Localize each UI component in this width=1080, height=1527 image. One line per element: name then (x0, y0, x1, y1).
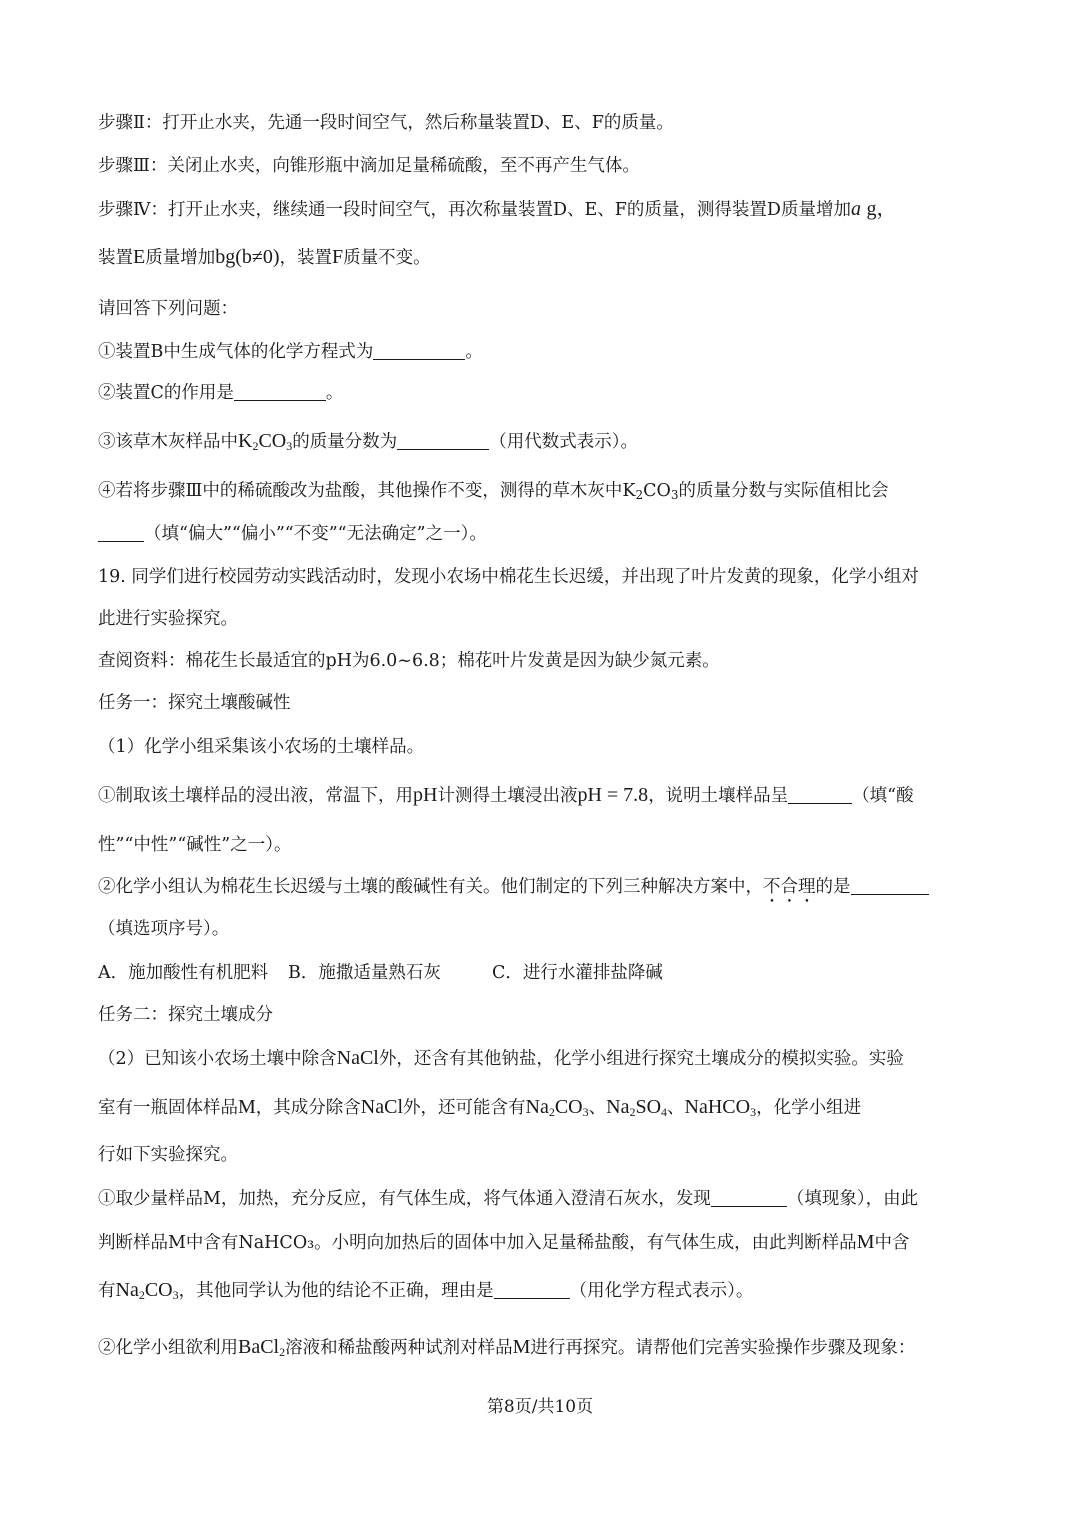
answer-blank[interactable] (494, 1280, 570, 1299)
text-fragment: 外，还可能含有 (403, 1098, 526, 1118)
formula-part: Na (525, 1096, 549, 1118)
text-fragment: 溶液和稀盐酸两种试剂对样品 (285, 1338, 513, 1358)
formula-subscript: 3 (750, 1105, 757, 1119)
subquestion-1-text: （1）化学小组采集该小农场的土壤样品。 (98, 737, 425, 757)
question-1-text: ①装置B中生成气体的化学方程式为 (98, 342, 374, 362)
question-2-text: ②装置C的作用是 (98, 383, 234, 403)
page-number: 第8页/共10页 (486, 1397, 594, 1417)
answer-blank[interactable] (788, 785, 852, 804)
problem-19-line-1 (98, 564, 992, 590)
answer-blank[interactable] (711, 1188, 787, 1207)
task-2-title: 任务二：探究土壤成分 (98, 1005, 273, 1025)
problem-19-line-2 (98, 606, 992, 632)
text-fragment: 、 (667, 1098, 685, 1118)
formula-nacl: NaCl (336, 1047, 379, 1069)
text-fragment: （用化学方程式表示）。 (569, 1281, 754, 1301)
step-2-line (98, 110, 992, 136)
text-fragment: 中含 (874, 1233, 910, 1253)
subquestion-2-part-1 (98, 1186, 992, 1212)
formula-part: Na (115, 1279, 139, 1301)
emphasized-text: 不合理 (763, 877, 816, 897)
formula-part: NaHCO (684, 1096, 751, 1118)
subquestion-1-part-1 (98, 782, 992, 809)
text-fragment: （填“偏大”“偏小”“不变”“无法确定”之一）。 (144, 524, 487, 544)
formula-na2co3 (116, 1279, 179, 1301)
questions-intro-text: 请回答下列问题： (98, 299, 238, 319)
text-fragment: 性”“中性”“碱性”之一）。 (98, 835, 292, 855)
option-c: C．进行水灌排盐降碱 (492, 963, 663, 983)
text-fragment: （2）已知该小农场土壤中除含 (98, 1049, 337, 1069)
text-fragment: ②化学小组认为棉花生长迟缓与土壤的酸碱性有关。他们制定的下列三种解决方案中， (98, 877, 763, 897)
reference-info-text: 查阅资料：棉花生长最适宜的pH为6.0~6.8；棉花叶片发黄是因为缺少氮元素。 (98, 651, 720, 671)
questions-intro (98, 296, 992, 322)
text-fragment: 质量不变。 (343, 248, 431, 268)
text-fragment: ，其成分除含 (255, 1098, 361, 1118)
formula-part: BaCl (238, 1336, 280, 1358)
text-fragment: 判断样品M中含有NaHCO₃。小明向加热后的固体中加入足量稀盐酸，有气体生成，由此判断样品 (98, 1233, 857, 1253)
text-fragment: （用代数式表示）。 (489, 432, 638, 452)
text-fragment: 的质量分数为 (292, 432, 398, 452)
problem-19-text: 此进行实验探究。 (98, 609, 238, 629)
subquestion-2-part-2 (98, 1334, 992, 1361)
step-2-text: 步骤Ⅱ：打开止水夹，先通一段时间空气，然后称量装置D、E、F的质量。 (98, 113, 674, 133)
formula-subscript: 4 (661, 1105, 668, 1119)
formula-part: K (622, 481, 636, 501)
formula-nahco3 (685, 1096, 757, 1118)
text-fragment: 的是 (815, 877, 851, 897)
formula-subscript: 3 (286, 439, 293, 453)
text-fragment: 有 (98, 1281, 116, 1301)
task-1-heading (98, 690, 992, 716)
text-fragment: 行如下实验探究。 (98, 1145, 238, 1165)
subquestion-2-continued-2 (98, 1142, 992, 1168)
subquestion-1-part-2-continued (98, 916, 992, 942)
option-b: B．施撒适量熟石灰 (288, 963, 441, 983)
formula-subscript: 2 (635, 488, 644, 502)
subquestion-2 (98, 1045, 992, 1072)
text-fragment: 的质量分数与实际值相比会 (678, 481, 889, 501)
subquestion-1-part-2 (98, 874, 992, 907)
subquestion-1 (98, 734, 992, 760)
formula-k2co3 (238, 430, 292, 452)
ph-value: pH = 7.8 (577, 784, 649, 806)
answer-blank[interactable] (373, 341, 465, 360)
reference-info (98, 648, 992, 674)
text-fragment: 。 (465, 342, 483, 362)
text-fragment: ，装置 (279, 248, 333, 268)
text-fragment: 计测得土壤浸出液 (437, 786, 578, 806)
task-2-heading (98, 1002, 992, 1028)
formula-part: SO (635, 1096, 662, 1118)
formula-na2so4 (606, 1096, 667, 1118)
text-fragment: ①制取该土壤样品的浸出液，常温下，用 (98, 786, 413, 806)
formula-part: K (238, 430, 253, 452)
device-e-label: E (133, 246, 146, 268)
formula-subscript: 3 (582, 1105, 589, 1119)
subquestion-2-continued (98, 1094, 992, 1121)
sample-m-label: M (856, 1231, 875, 1253)
step-4-continued-line (98, 244, 992, 271)
answer-blank[interactable] (234, 382, 326, 401)
text-fragment: （填选项序号）。 (98, 919, 230, 939)
subquestion-1-part-1-continued (98, 832, 992, 858)
formula-subscript: 3 (172, 1288, 179, 1302)
option-a: A．施加酸性有机肥料 (98, 963, 269, 983)
answer-blank[interactable] (98, 523, 144, 542)
question-1 (98, 339, 992, 365)
question-3 (98, 428, 992, 455)
text-fragment: ，说明土壤样品呈 (648, 786, 789, 806)
sample-m-label: M (512, 1336, 531, 1358)
question-4-text: ④若将步骤Ⅲ中的稀硫酸改为盐酸，其他操作不变，测得的草木灰中 (98, 481, 623, 501)
formula-nacl: NaCl (360, 1096, 404, 1118)
ph-symbol: pH (413, 784, 438, 806)
subquestion-2-part-1-continued-2 (98, 1277, 992, 1304)
text-fragment: 进行再探究。请帮他们完善实验操作步骤及现象： (530, 1338, 916, 1358)
task-1-title: 任务一：探究土壤酸碱性 (98, 693, 291, 713)
formula-part: CO (258, 430, 287, 452)
formula-na2co3 (526, 1096, 589, 1118)
text-fragment: （填现象），由此 (786, 1189, 919, 1209)
text-fragment: （填“酸 (852, 786, 914, 806)
formula-bacl2 (238, 1336, 285, 1358)
text-fragment: 质量增加 (145, 248, 216, 268)
formula-part: CO (144, 1279, 173, 1301)
question-4 (98, 478, 992, 504)
text-fragment: 、 (588, 1098, 607, 1118)
text-fragment: ②化学小组欲利用 (98, 1338, 238, 1358)
text-fragment: ①取少量样品M，加热，充分反应，有气体生成，将气体通入澄清石灰水，发现 (98, 1189, 711, 1209)
text-fragment: 室有一瓶固体样品 (98, 1098, 238, 1118)
formula-subscript: 2 (279, 1345, 286, 1359)
text-fragment: ，其他同学认为他的结论不正确，理由是 (178, 1281, 494, 1301)
mass-unit: g， (866, 198, 897, 220)
step-4-text: 步骤Ⅳ：打开止水夹，继续通一段时间空气，再次称量装置D、E、F的质量，测得装置D质量增加 (98, 200, 851, 220)
mass-variable-a: a (850, 198, 861, 220)
device-f-label: F (332, 246, 344, 268)
formula-part: CO (554, 1096, 583, 1118)
options-line (98, 960, 992, 986)
text-fragment: 外，还含有其他钠盐，化学小组进行探究土壤成分的模拟实验。实验 (378, 1049, 904, 1069)
text-fragment: 装置 (98, 248, 133, 268)
formula-part: CO (643, 481, 671, 501)
step-4-line (98, 196, 992, 223)
text-fragment: ，化学小组进 (756, 1098, 862, 1118)
formula-subscript: 2 (629, 1105, 636, 1119)
question-3-text: ③该草木灰样品中 (98, 432, 238, 452)
mass-expression-b: bg(b≠0) (215, 246, 280, 268)
formula-subscript: 2 (548, 1105, 555, 1119)
formula-subscript: 3 (670, 488, 679, 502)
answer-blank[interactable] (397, 431, 489, 450)
formula-k2co3 (622, 481, 678, 501)
formula-subscript: 2 (252, 439, 259, 453)
question-2 (98, 380, 992, 406)
text-fragment: 。 (325, 383, 344, 403)
formula-subscript: 2 (138, 1288, 145, 1302)
step-3-line (98, 153, 992, 179)
problem-19-text: 19. 同学们进行校园劳动实践活动时，发现小农场中棉花生长迟缓，并出现了叶片发黄的现象，化学小组对 (98, 567, 919, 587)
step-3-text: 步骤Ⅲ：关闭止水夹，向锥形瓶中滴加足量稀硫酸，至不再产生气体。 (98, 156, 640, 176)
sample-m-label: M (238, 1096, 256, 1118)
answer-blank[interactable] (851, 876, 929, 895)
question-4-continued (98, 521, 992, 547)
subquestion-2-part-1-continued (98, 1229, 992, 1256)
formula-part: Na (606, 1096, 630, 1118)
